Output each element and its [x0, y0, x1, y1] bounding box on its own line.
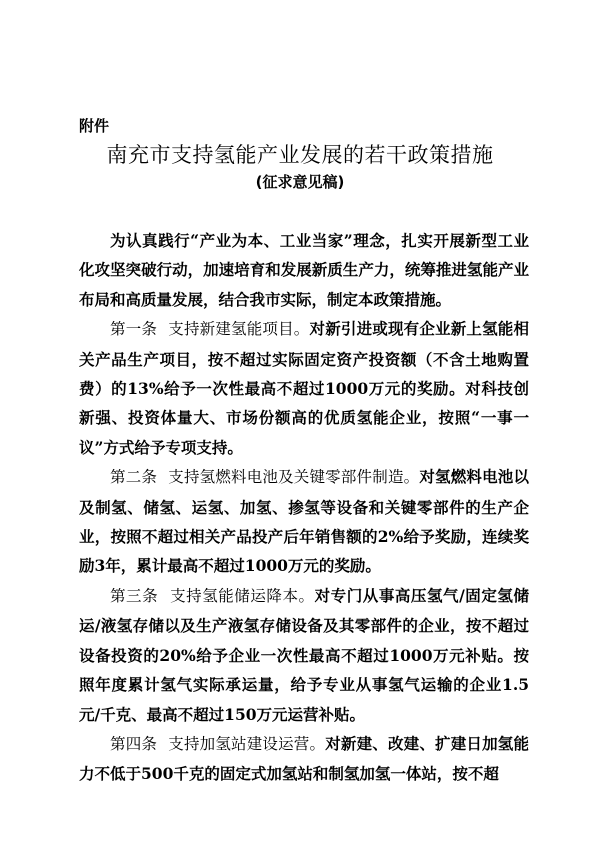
article-3-number: 第三条 — [110, 586, 159, 605]
article-1-number: 第一条 — [110, 320, 158, 339]
article-4 — [79, 729, 529, 789]
article-4-text: 对新建、改建、扩建日加氢能力不低于500千克的固定式加氢站和制氢加氢一体站，按不超 — [79, 733, 529, 784]
article-2-text: 对氢燃料电池以及制氢、储氢、运氢、加氢、掺氢等设备和关键零部件的生产企业，按照不超过相关产品投产后年销售额的2%给予奖励，连续奖励3年，累计最高不超过1000万元的奖励。 — [79, 467, 529, 576]
article-2 — [79, 462, 529, 581]
intro-paragraph: 为认真践行“产业为本、工业当家”理念，扎实开展新型工业化攻坚突破行动，加速培育和发展新质生产力，统筹推进氢能产业布局和高质量发展，结合我市实际，制定本政策措施。 — [79, 231, 529, 309]
article-1-text: 对新引进或现有企业新上氢能相关产品生产项目，按不超过实际固定资产投资额（不含土地购置费）的13%给予一次性最高不超过1000万元的奖励。对科技创新强、投资体量大、市场份额高的优质氢能企业，按照“一事一议”方式给予专项支持。 — [79, 319, 529, 457]
attachment-label: 附件 — [79, 117, 110, 135]
article-2-heading: 支持氢燃料电池及关键零部件制造。 — [168, 468, 420, 487]
document-subtitle: (征求意见稿) — [255, 173, 345, 191]
article-2-number: 第二条 — [110, 468, 158, 487]
article-4-heading: 支持加氢站建设运营。 — [168, 734, 326, 753]
article-1 — [79, 314, 529, 462]
article-3-heading: 支持氢能储运降本。 — [170, 586, 315, 605]
document-body — [79, 226, 529, 789]
article-4-number: 第四条 — [110, 734, 158, 753]
article-3-text: 对专门从事高压氢气/固定氢储运/液氢存储以及生产液氢存储设备及其零部件的企业，按不超过设备投资的20%给予企业一次性最高不超过1000万元补贴。按照年度累计氢气实际承运量，给予专业从事氢气运输的企业1.5元/千克、最高不超过150万元运营补贴。 — [79, 585, 529, 724]
article-3 — [79, 581, 529, 729]
document-title: 南充市支持氢能产业发展的若干政策措施 — [106, 143, 494, 167]
article-1-heading: 支持新建氢能项目。 — [168, 320, 310, 339]
